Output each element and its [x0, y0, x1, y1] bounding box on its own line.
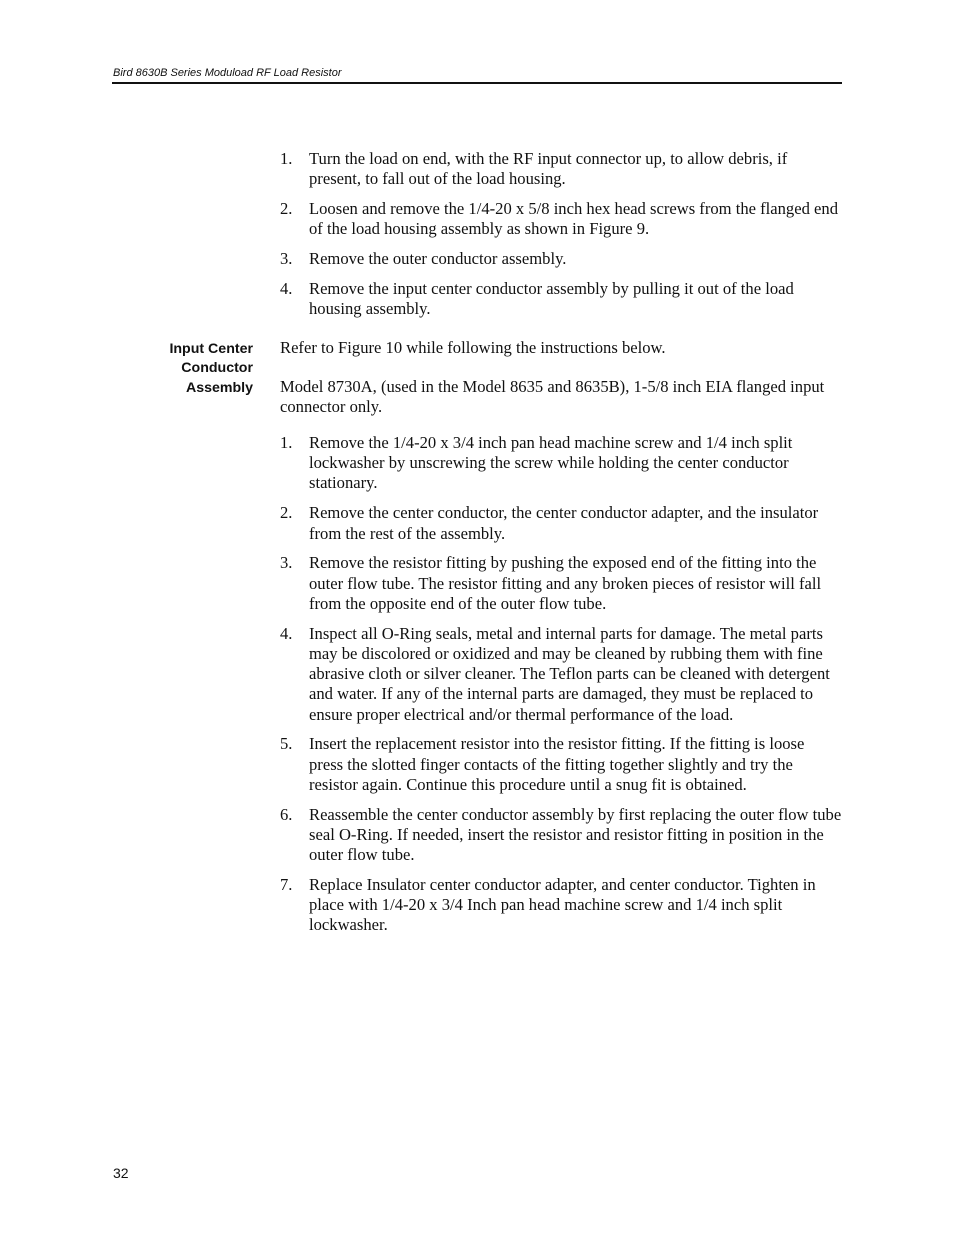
- step-text: Loosen and remove the 1/4-20 x 5/8 inch hex head screws from the flanged end of the load housing assembly as shown in Figure 9.: [309, 199, 838, 239]
- section-heading-line: Input Center: [169, 341, 253, 357]
- step-text: Remove the 1/4-20 x 3/4 inch pan head machine screw and 1/4 inch split lockwasher by unscrewing the screw while holding the center conductor stationary.: [309, 433, 793, 493]
- list-item: [280, 875, 842, 936]
- list-item: [280, 805, 842, 866]
- step-number: 3.: [280, 249, 293, 269]
- step-text: Remove the center conductor, the center conductor adapter, and the insulator from the rest of the assembly.: [309, 503, 819, 543]
- model-note: Model 8730A, (used in the Model 8635 and 8635B), 1-5/8 inch EIA flanged input connector only.: [280, 377, 825, 417]
- assembly-steps-list: [280, 433, 842, 936]
- list-item: [280, 249, 842, 269]
- list-item: [280, 553, 842, 614]
- list-item: [280, 433, 842, 494]
- step-number: 7.: [280, 874, 293, 894]
- section-heading: [120, 340, 253, 398]
- step-text: Turn the load on end, with the RF input connector up, to allow debris, if present, to fall out of the load housing.: [309, 149, 788, 189]
- step-text: Remove the outer conductor assembly.: [309, 249, 567, 269]
- list-item: [280, 149, 842, 189]
- page-number: 32: [113, 1165, 129, 1181]
- list-item: [280, 279, 842, 319]
- step-number: 5.: [280, 734, 293, 754]
- step-text: Remove the input center conductor assembly by pulling it out of the load housing assembly.: [309, 279, 794, 319]
- list-item: [280, 734, 842, 795]
- header-rule: [112, 82, 842, 84]
- removal-steps-list: [280, 149, 842, 319]
- list-item: [280, 199, 842, 239]
- list-item: [280, 624, 842, 725]
- step-number: 1.: [280, 149, 293, 168]
- section-intro: Refer to Figure 10 while following the instructions below.: [280, 338, 666, 357]
- step-text: Replace Insulator center conductor adapter, and center conductor. Tighten in place with 1/4-20 x 3/4 Inch pan head machine screw and 1/4 inch split lockwasher.: [309, 874, 816, 935]
- step-number: 2.: [280, 503, 293, 523]
- step-number: 3.: [280, 553, 293, 573]
- step-number: 4.: [280, 279, 293, 299]
- step-number: 2.: [280, 199, 293, 219]
- step-text: Insert the replacement resistor into the resistor fitting. If the fitting is loose press the slotted finger contacts of the fitting together slightly and try the resistor again. Continue this procedure until a snug fit is obtained.: [309, 734, 805, 794]
- step-number: 1.: [280, 433, 293, 452]
- section-heading-line: Assembly: [185, 379, 253, 396]
- step-number: 6.: [280, 804, 293, 824]
- running-header: Bird 8630B Series Moduload RF Load Resistor: [113, 67, 342, 79]
- list-item: [280, 503, 842, 543]
- step-text: Inspect all O-Ring seals, metal and internal parts for damage. The metal parts may be discolored or oxidized and may be cleaned by rubbing them with fine abrasive cloth or silver cleaner. The Teflon parts can be cleaned with detergent and water. If any of the internal parts are damaged, they must be replaced to ensure proper electrical and/or thermal performance of the load.: [309, 623, 830, 724]
- section-heading-line: Conductor: [181, 360, 253, 377]
- step-text: Remove the resistor fitting by pushing the exposed end of the fitting into the outer flow tube. The resistor fitting and any broken pieces of resistor will fall from the opposite end of the outer flow tube.: [309, 553, 822, 613]
- step-text: Reassemble the center conductor assembly by first replacing the outer flow tube seal O-Ring. If needed, insert the resistor and resistor fitting in position in the outer flow tube.: [309, 804, 842, 865]
- step-number: 4.: [280, 623, 293, 643]
